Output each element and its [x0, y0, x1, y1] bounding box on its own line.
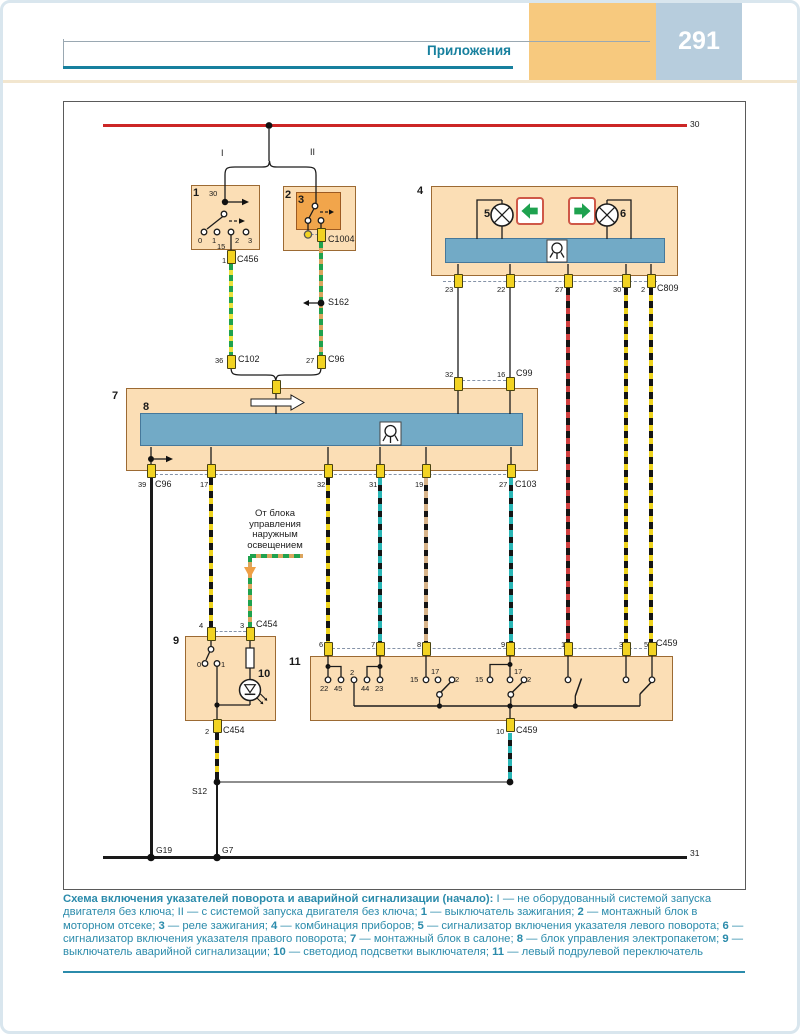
- pin-c96-27: [317, 355, 326, 369]
- connector-c459-top: C459: [656, 638, 678, 648]
- c9-pos-1: 1: [221, 660, 226, 669]
- c9-pos-0: 0: [197, 660, 202, 669]
- wire-black-red-pin27: [566, 288, 570, 642]
- component-9-number: 9: [173, 635, 180, 647]
- pin-c103-31: [376, 464, 385, 478]
- c102-pin-number: 36: [215, 356, 224, 365]
- connector-c454-top: C454: [256, 619, 278, 629]
- pin-c99-16: [506, 377, 515, 391]
- component-1-number: 1: [193, 187, 200, 199]
- wire-teal-black-pin31: [378, 478, 382, 642]
- c1-terminal-30: 30: [209, 189, 218, 198]
- pin-c459-7: [376, 642, 385, 656]
- wire-exterior-light-horizontal: [250, 554, 303, 558]
- component-10-number: 10: [258, 668, 271, 680]
- wire-black-yellow-pin32: [326, 478, 330, 642]
- pin-c809-27: [564, 274, 573, 288]
- c459-pin-3: 3: [619, 640, 624, 649]
- pin-c459-6: [324, 642, 333, 656]
- c11-contact-22: 22: [320, 684, 329, 693]
- page-title: Приложения: [427, 43, 511, 58]
- c459-pin-10: 10: [496, 727, 505, 736]
- pin-c459-8: [422, 642, 431, 656]
- pin-c103-32: [324, 464, 333, 478]
- c103-pin-32: 32: [317, 480, 326, 489]
- c809-pin-27: 27: [555, 285, 564, 294]
- wire-green-tan-c1004-c96: [319, 242, 323, 355]
- component-8-number: 8: [143, 401, 150, 413]
- connector-c459-bottom: C459: [516, 725, 538, 735]
- connector-c1004: C1004: [328, 234, 355, 244]
- connector-c809: C809: [657, 283, 679, 293]
- c103-pin-27: 27: [499, 480, 508, 489]
- c11-contact-23: 23: [375, 684, 384, 693]
- c809-pin-23: 23: [445, 285, 454, 294]
- c1-pos-3: 3: [248, 236, 253, 245]
- figure-caption: Схема включения указателей поворота и аварийной сигнализации (начало): I — не оборудованный системой запуска двигателя без ключа; II — с системой запуска двигателя без ключа; 1 — выключатель зажигания; 2 — монтажный блок в моторном отсеке; 3 — реле зажигания; 4 — комбинация приборов; 5 — сигнализатор включения указателя левого поворота; 6 — сигнализатор включения указателя правого поворота; 7 — монтажный блок в салоне; 8 — блок управления электропакетом; 9 — выключатель аварийной сигнализации; 10 — светодиод подсветки выключателя; 11 — левый подрулевой переключатель: [63, 893, 744, 959]
- c809-pin-30: 30: [613, 285, 622, 294]
- wire-black-yellow-c454-s12: [215, 733, 219, 782]
- right-turn-indicator-icon: [568, 197, 596, 225]
- header-rule-thin: [63, 41, 650, 42]
- wire-black-ground-g19: [150, 478, 153, 858]
- pin-c454-3: [246, 627, 255, 641]
- ground-g7-label: G7: [222, 845, 234, 855]
- pin-c456-1: [227, 250, 236, 264]
- c1-terminal-15: 15: [217, 242, 226, 251]
- c1-pos-2: 2: [235, 236, 240, 245]
- c96-top-pin-number: 27: [306, 356, 315, 365]
- header-rule-thick: [63, 66, 513, 69]
- wire-teal-black-c459-s12: [508, 733, 512, 782]
- c809-pin-2: 2: [641, 285, 646, 294]
- c11-contact-15c: 15: [410, 675, 419, 684]
- wire-direction-arrow-icon: [244, 567, 256, 578]
- pin-c99-32: [454, 377, 463, 391]
- header-divider: [3, 80, 800, 83]
- c103-pin-19: 19: [415, 480, 424, 489]
- pin-c809-2: [647, 274, 656, 288]
- c459-pin-7: 7: [371, 640, 376, 649]
- c454-dashed-line: [215, 631, 246, 632]
- pin-c459-9: [506, 642, 515, 656]
- wire-green-yellow-c456-c102: [229, 264, 233, 355]
- c459-pin-8: 8: [417, 640, 422, 649]
- left-turn-indicator-icon: [516, 197, 544, 225]
- pin-c454-4: [207, 627, 216, 641]
- splice-s162-label: S162: [328, 297, 350, 307]
- connector-c96-top: C96: [328, 354, 345, 364]
- branch-i-label: I: [221, 148, 224, 158]
- power-bus-30: [103, 124, 687, 127]
- wire-teal-black-pin27b: [509, 478, 513, 642]
- connector-c103: C103: [515, 479, 537, 489]
- bus31-label: 31: [690, 848, 700, 858]
- splice-s12-label: S12: [192, 786, 208, 796]
- c11-contact-17d: 17: [514, 667, 523, 676]
- pin-c1004: [317, 228, 326, 242]
- wire-black-yellow-pin17: [209, 478, 213, 627]
- c11-contact-2d: 2: [527, 675, 532, 684]
- component-7-number: 7: [112, 390, 119, 402]
- component-2-number: 2: [285, 189, 292, 201]
- connector-c102: C102: [238, 354, 260, 364]
- exterior-lighting-note: От блока управления наружным освещением: [247, 508, 303, 551]
- pin-c7-top: [272, 380, 281, 394]
- connector-c99: C99: [516, 368, 533, 378]
- c99-pin-16: 16: [497, 370, 506, 379]
- c99-dashed-line: [462, 380, 506, 381]
- pin-c103-19: [422, 464, 431, 478]
- c459-pin-6: 6: [319, 640, 324, 649]
- c454-pin-4: 4: [199, 621, 204, 630]
- connector-c454-bottom: C454: [223, 725, 245, 735]
- header-rule-vertical: [63, 39, 64, 67]
- ground-g19-label: G19: [156, 845, 173, 855]
- c99-pin-32: 32: [445, 370, 454, 379]
- c454-pin-2: 2: [205, 727, 210, 736]
- c459-pin-9: 9: [501, 640, 506, 649]
- c11-contact-15d: 15: [475, 675, 484, 684]
- c11-contact-44: 44: [361, 684, 370, 693]
- wire-black-yellow-pin30: [624, 288, 628, 642]
- pin-c103-17: [207, 464, 216, 478]
- pin-c809-23: [454, 274, 463, 288]
- c459-pin-1: 1: [561, 640, 566, 649]
- c96-pin-39: 39: [138, 480, 147, 489]
- pin-c102-36: [227, 355, 236, 369]
- c454-pin-3: 3: [240, 621, 245, 630]
- page-number: 291: [656, 3, 742, 80]
- pin-c809-30: [622, 274, 631, 288]
- pin-c96-39: [147, 464, 156, 478]
- bus30-label: 30: [690, 119, 700, 129]
- footer-rule: [63, 971, 745, 973]
- c103-pin-17: 17: [200, 480, 209, 489]
- c456-pin-number: 1: [222, 256, 227, 265]
- ground-bus-31: [103, 856, 687, 859]
- lamp-5-number: 5: [484, 208, 491, 220]
- c459-pin-5: 5: [644, 640, 649, 649]
- c103-pin-31: 31: [369, 480, 378, 489]
- wire-black-yellow-pin2: [649, 288, 653, 642]
- connector-c456: C456: [237, 254, 259, 264]
- pin-c809-22: [506, 274, 515, 288]
- component-11-number: 11: [289, 656, 301, 668]
- c11-contact-45: 45: [334, 684, 343, 693]
- connector-c96-bottom: C96: [155, 479, 172, 489]
- wire-tan-black-pin19: [424, 478, 428, 642]
- component-4-number: 4: [417, 185, 424, 197]
- lamp-6-number: 6: [620, 208, 627, 220]
- component-3-number: 3: [298, 194, 305, 206]
- c1-pos-1: 1: [212, 236, 217, 245]
- c11-contact-2a: 2: [350, 668, 355, 677]
- component-8-body-control-module: [140, 413, 523, 446]
- pin-c103-27: [507, 464, 516, 478]
- pin-c459-10: [506, 718, 515, 732]
- branch-ii-label: II: [310, 147, 316, 157]
- c809-pin-22: 22: [497, 285, 506, 294]
- component-4-electronic-module: [445, 238, 665, 263]
- c1-pos-0: 0: [198, 236, 203, 245]
- c11-contact-17c: 17: [431, 667, 440, 676]
- pin-c454-2: [213, 719, 222, 733]
- wire-black-ground-g7: [216, 782, 219, 858]
- c11-contact-2c: 2: [455, 675, 460, 684]
